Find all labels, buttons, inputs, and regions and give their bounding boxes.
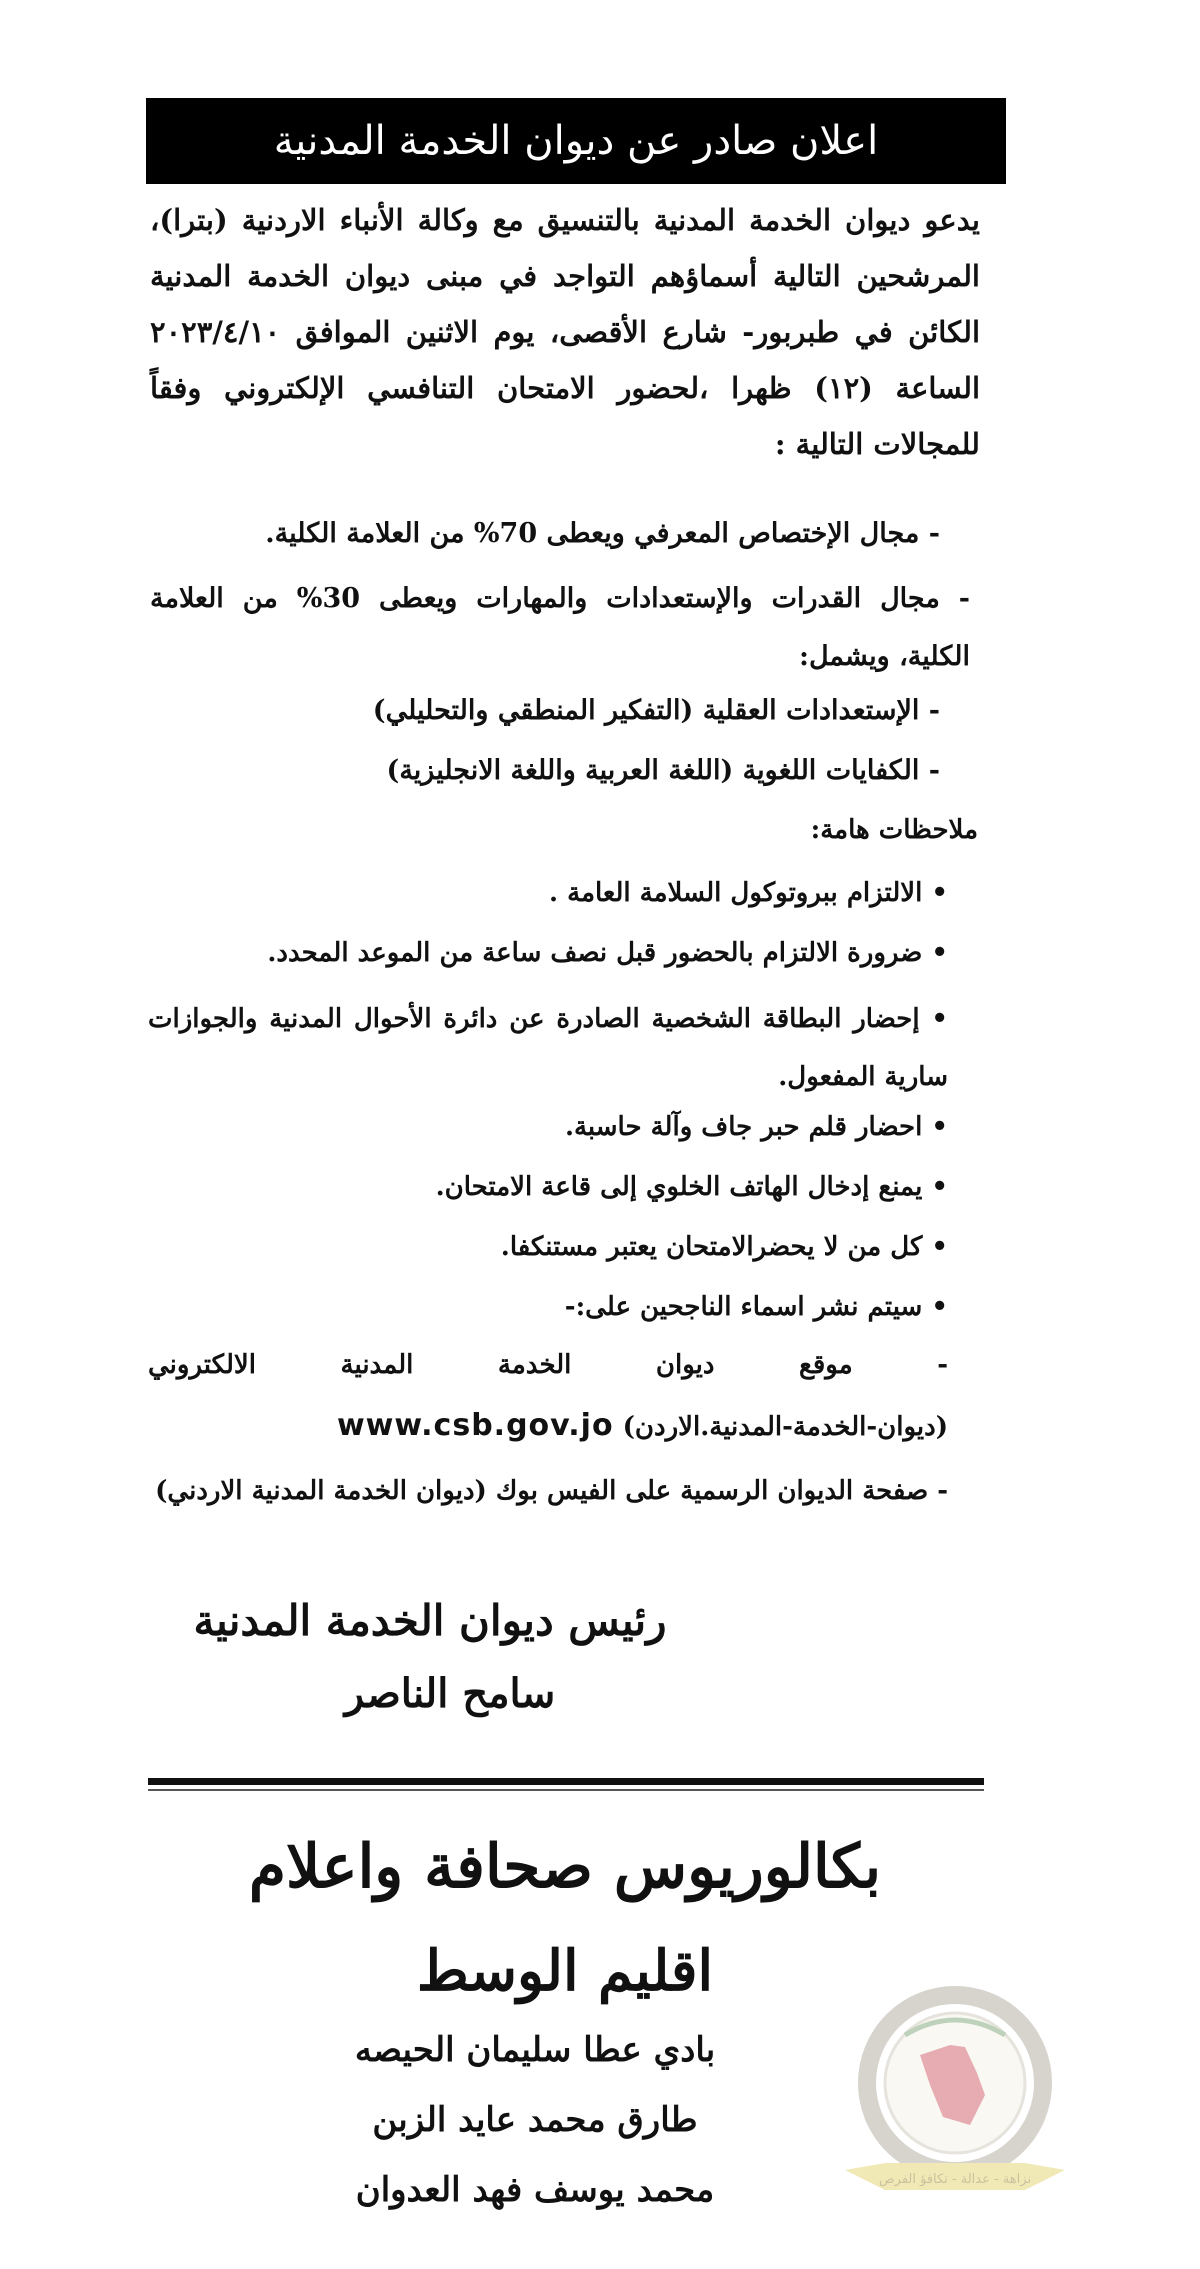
signature-name: سامح الناصر (344, 1670, 556, 1717)
website-line: - موقع ديوان الخدمة المدنية الالكتروني (148, 1350, 948, 1380)
field-abilities: - مجال القدرات والإستعدادات والمهارات ويعطى 30% من العلامة الكلية، ويشمل: (150, 583, 970, 672)
website-arabic-domain (337, 1408, 948, 1443)
civil-service-seal-watermark (825, 1985, 1085, 2215)
facebook-line: - صفحة الديوان الرسمية على الفيس بوك (ديوان الخدمة المدنية الاردني) (155, 1476, 948, 1506)
section-divider-thin (148, 1789, 984, 1791)
candidate-3: محمد يوسف فهد العدوان (355, 2170, 715, 2210)
candidate-2: طارق محمد عايد الزبن (372, 2100, 698, 2140)
announcement-header: اعلان صادر عن ديوان الخدمة المدنية (146, 98, 1006, 184)
region-title: اقليم الوسط (416, 1938, 714, 2004)
degree-title: بكالوريوس صحافة واعلام (248, 1832, 882, 1902)
note-phone: • يمنع إدخال الهاتف الخلوي إلى قاعة الامتحان. (435, 1172, 948, 1202)
note-arrival: • ضرورة الالتزام بالحضور قبل نصف ساعة من الموعد المحدد. (267, 938, 948, 968)
note-protocol: • الالتزام ببروتوكول السلامة العامة . (549, 878, 948, 908)
note-absent: • كل من لا يحضرالامتحان يعتبر مستنكفا. (500, 1232, 948, 1262)
note-id-card: • إحضار البطاقة الشخصية الصادرة عن دائرة الأحوال المدنية والجوازات سارية المفعول. (148, 1004, 948, 1092)
subfield-mental: - الإستعدادات العقلية (التفكير المنطقي والتحليلي) (372, 695, 940, 726)
notes-title: ملاحظات هامة: (810, 815, 978, 845)
intro-paragraph: يدعو ديوان الخدمة المدنية بالتنسيق مع وكالة الأنباء الاردنية (بترا)، المرشحين التالية أسماؤهم التواجد في مبنى ديوان الخدمة المدنية الكائن في طبربور- شارع الأقصى، يوم الاثنين الموافق ٢٠٢٣/٤/١٠ الساعة (١٢) ظهرا ،لحضور الامتحان التنافسي الإلكتروني وفقاً للمجالات التالية : (150, 203, 980, 461)
arabic-domain: (ديوان-الخدمة-المدنية.الاردن) (622, 1412, 948, 1442)
website-url: www.csb.gov.jo (336, 1408, 614, 1443)
note-publish: • سيتم نشر اسماء الناجحين على:- (564, 1292, 948, 1322)
signature-title: رئيس ديوان الخدمة المدنية (193, 1596, 667, 1645)
field-knowledge: - مجال الإختصاص المعرفي ويعطى 70% من العلامة الكلية. (265, 518, 940, 549)
subfield-language: - الكفايات اللغوية (اللغة العربية واللغة الانجليزية) (386, 755, 940, 786)
note-pen: • احضار قلم حبر جاف وآلة حاسبة. (564, 1112, 948, 1142)
section-divider (148, 1778, 984, 1785)
candidate-1: بادي عطا سليمان الحيصه (354, 2030, 716, 2070)
seal-motto: نزاهة - عدالة - تكافؤ الفرص (878, 2172, 1032, 2187)
